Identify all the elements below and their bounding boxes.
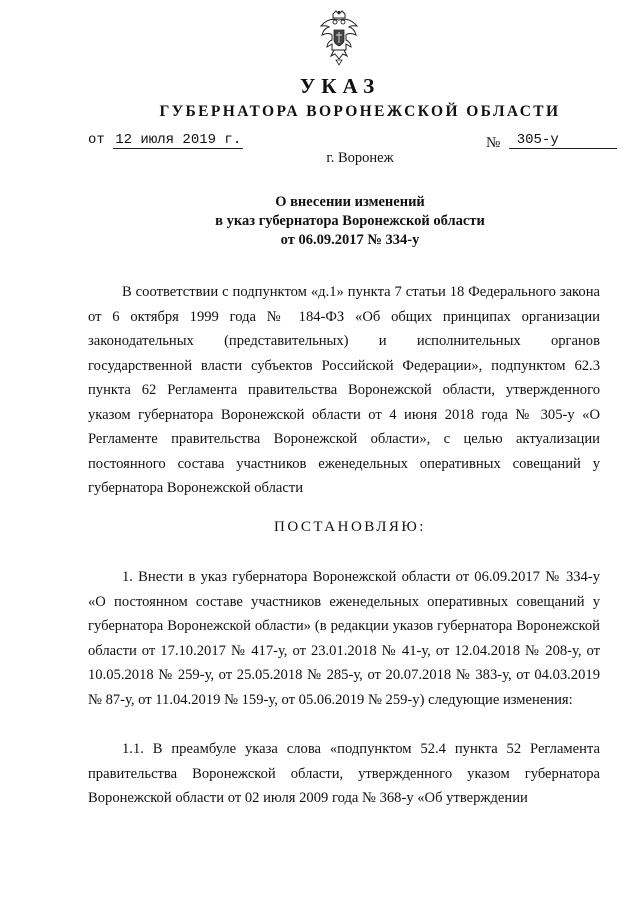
document-title: УКАЗ xyxy=(299,74,381,98)
heading-line-3: от 06.09.2017 № 334-у xyxy=(280,232,420,248)
decree-word: ПОСТАНОВЛЯЮ: xyxy=(274,519,426,535)
city: г. Воронеж xyxy=(326,150,394,166)
document-heading xyxy=(0,193,640,250)
date-prefix: от xyxy=(88,132,105,148)
number-line xyxy=(486,132,617,152)
item-1-paragraph: 1. Внести в указ губернатора Воронежской области от 06.09.2017 № 334-у «О постоянном составе участников еженедельных оперативных совещаний у губернатора Воронежской области» (в редакции указов губернатора Воронежской области от 17.10.2017 № 417-у, от 23.01.2018 № 41-у, от 12.04.2018 № 208-у, от 10.05.2018 № 259-у, от 25.05.2018 № 285-у, от 20.07.2018 № 383-у, от 04.03.2019 № 87-у, от 11.04.2019 № 159-у, от 05.06.2019 № 259-у) следующие изменения: xyxy=(88,569,600,708)
heading-line-1: О внесении изменений xyxy=(275,194,425,210)
coat-of-arms-emblem xyxy=(318,10,360,66)
date-line xyxy=(88,132,243,149)
heading-line-2: в указ губернатора Воронежской области xyxy=(215,213,485,229)
date-value: 12 июля 2019 г. xyxy=(115,132,242,148)
document-number: 305-у xyxy=(509,132,617,149)
preamble-paragraph: В соответствии с подпунктом «д.1» пункта 7 статьи 18 Федерального закона от 6 октября 1999 года № 184-ФЗ «Об общих принципах организации законодательных (представительных) и исполнительных органов государственной власти субъектов Российской Федерации», подпунктом 62.3 пункта 62 Регламента правительства Воронежской области, утвержденного указом губернатора Воронежской области от 4 июня 2018 года № 305-у «О Регламенте правительства Воронежской области», с целью актуализации постоянного состава участников еженедельных оперативных совещаний у губернатора Воронежской области xyxy=(88,284,600,496)
number-sign: № xyxy=(486,135,501,151)
item-1-1-paragraph: 1.1. В преамбуле указа слова «подпунктом 52.4 пункта 52 Регламента правительства Воронежской области, утвержденного указом губернатора Воронежской области от 02 июля 2009 года № 368-у «Об утверждении xyxy=(88,741,600,806)
issuer-subtitle: ГУБЕРНАТОРА ВОРОНЕЖСКОЙ ОБЛАСТИ xyxy=(159,103,561,120)
